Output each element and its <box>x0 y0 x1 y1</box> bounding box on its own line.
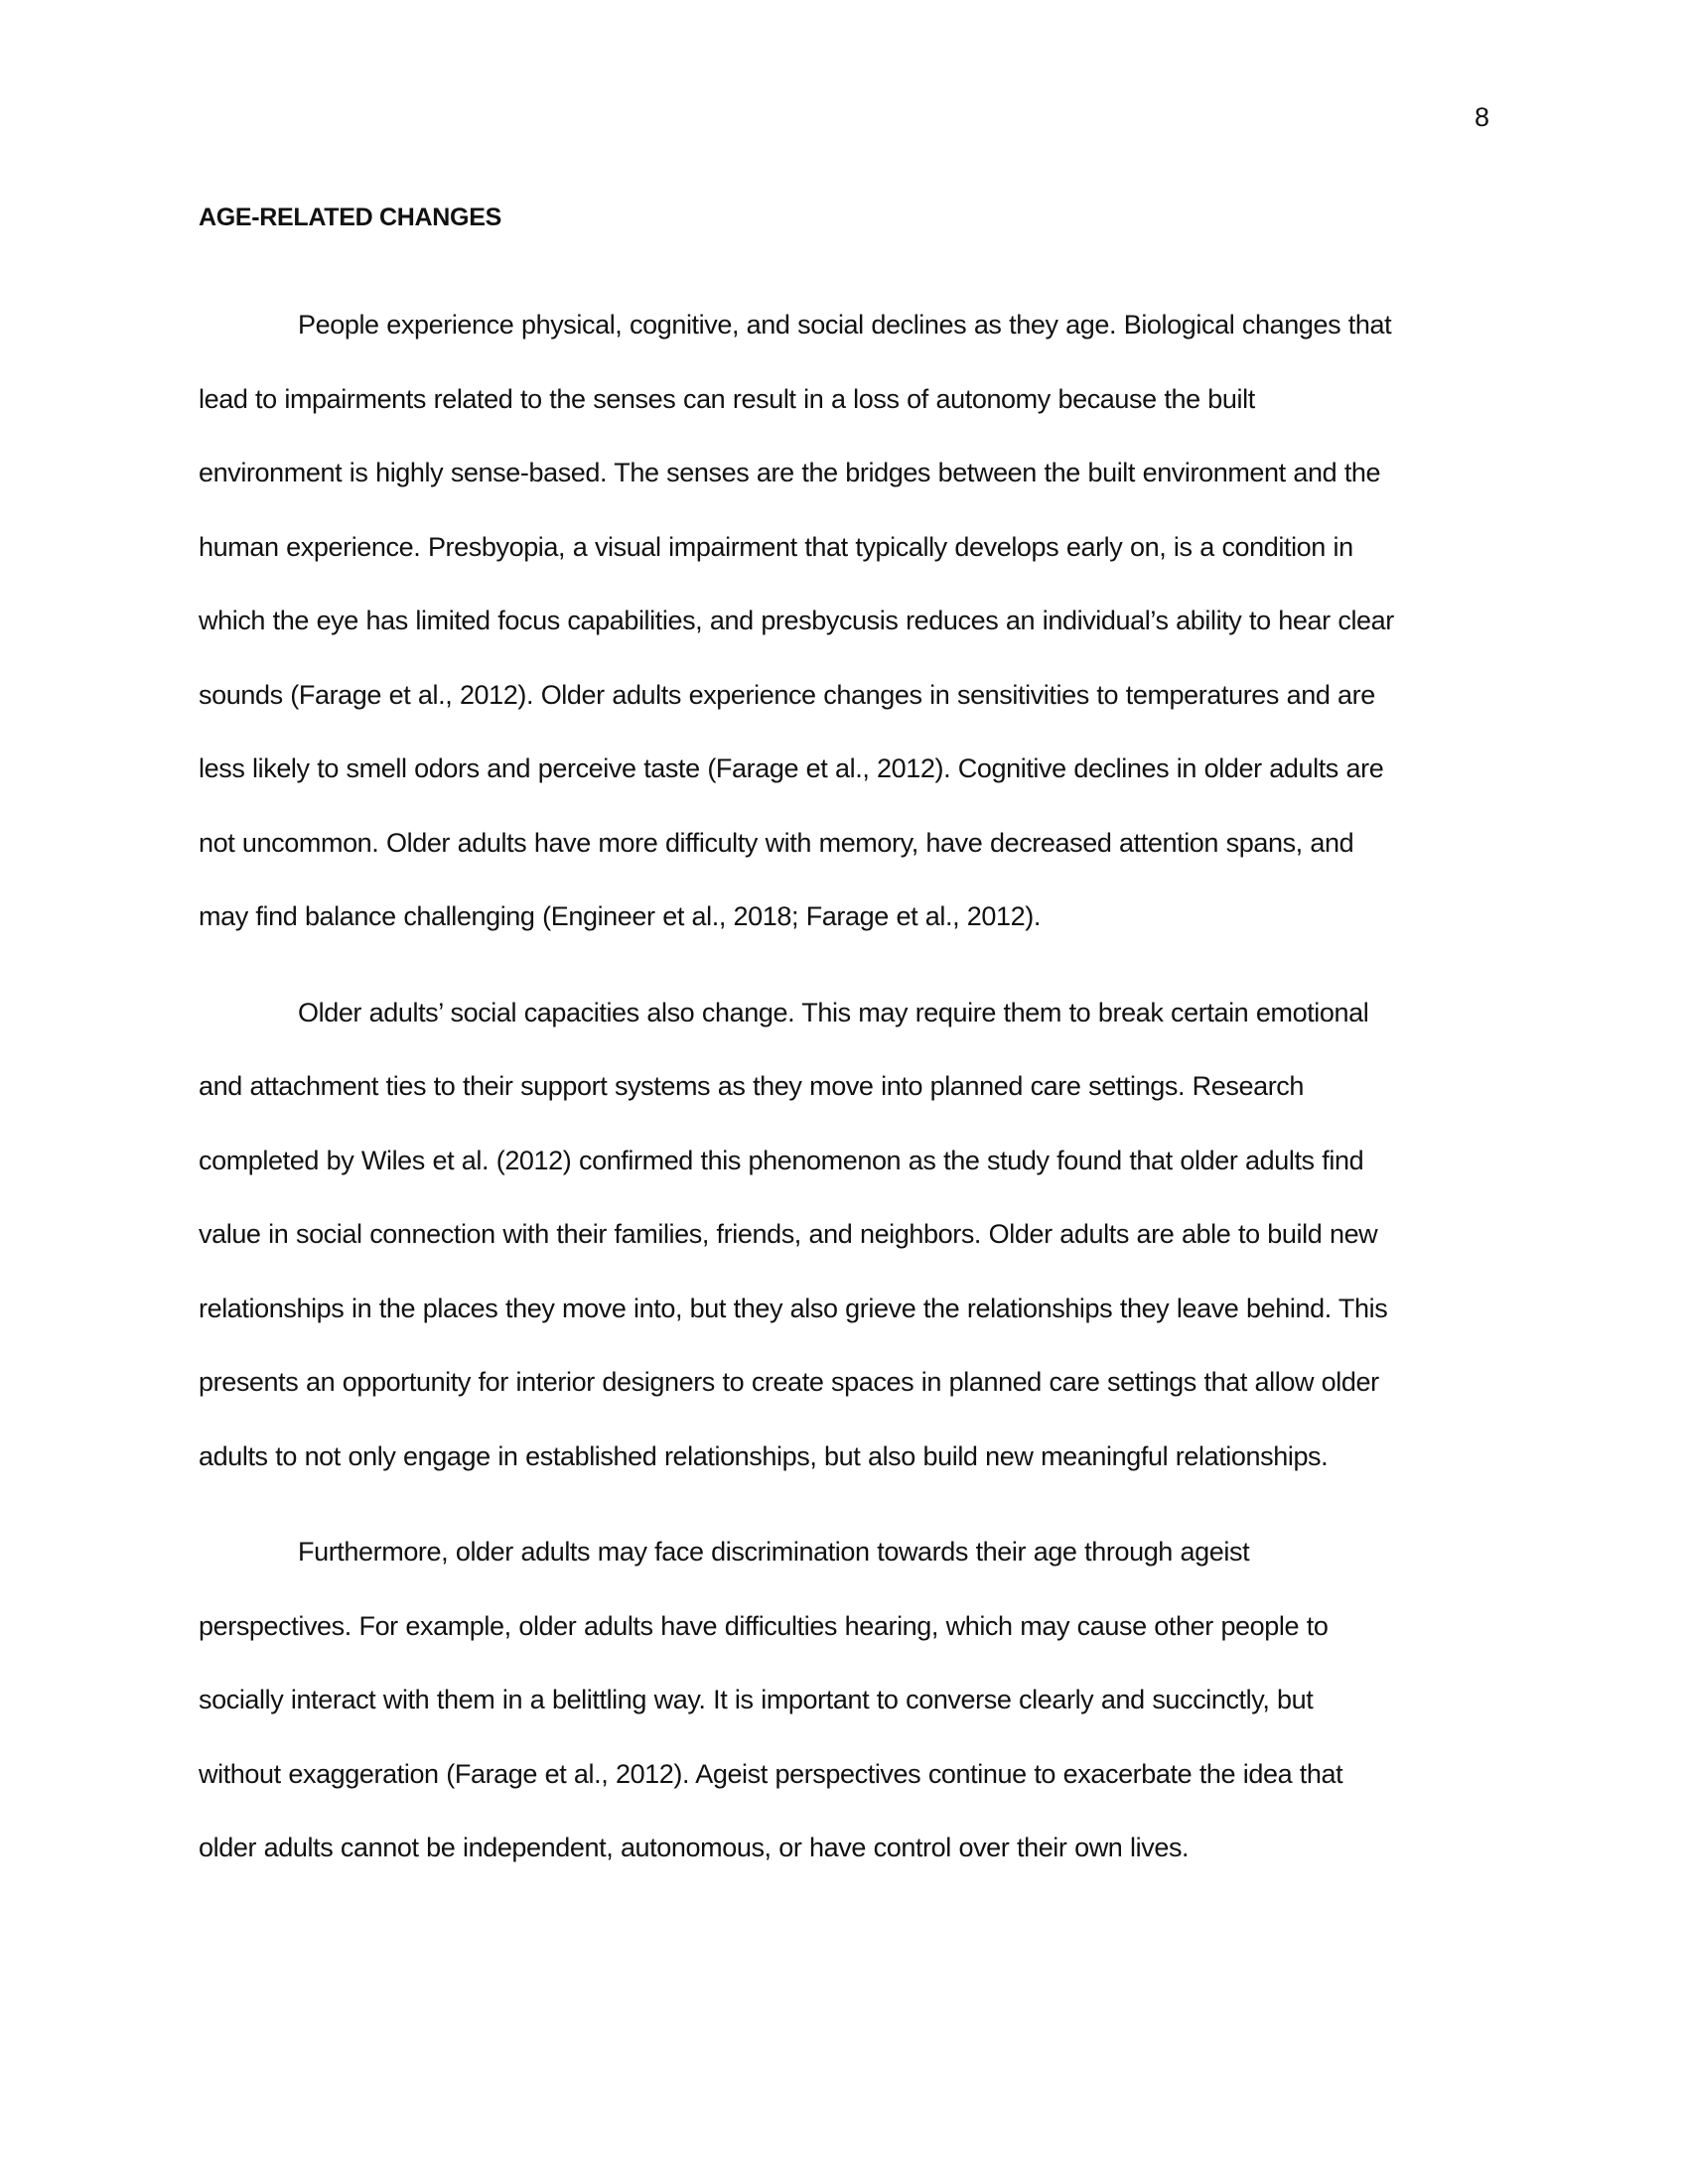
text-line: perspectives. For example, older adults have difficulties hearing, which may cause other people to <box>199 1610 1329 1641</box>
text-line: less likely to smell odors and perceive taste (Farage et al., 2012). Cognitive declines in older adults are <box>199 753 1384 783</box>
section-heading: AGE-RELATED CHANGES <box>199 204 501 231</box>
text-line: presents an opportunity for interior designers to create spaces in planned care settings that allow older <box>199 1367 1379 1397</box>
body-text <box>199 288 1489 1907</box>
page-number: 8 <box>1474 102 1489 132</box>
text-line: socially interact with them in a belittling way. It is important to converse clearly and succinctly, but <box>199 1685 1314 1714</box>
text-line: adults to not only engage in established relationships, but also build new meaningful relationships. <box>199 1440 1329 1471</box>
text-line: completed by Wiles et al. (2012) confirmed this phenomenon as the study found that older adults find <box>199 1145 1364 1175</box>
text-line: People experience physical, cognitive, and social declines as they age. Biological changes that <box>298 310 1392 340</box>
paragraph-2 <box>199 976 1489 1494</box>
text-line: relationships in the places they move into, but they also grieve the relationships they leave behind. This <box>199 1293 1388 1323</box>
text-line: sounds (Farage et al., 2012). Older adults experience changes in sensitivities to temperatures and are <box>199 679 1375 710</box>
paragraph-3 <box>199 1515 1489 1885</box>
text-line: without exaggeration (Farage et al., 2012). Ageist perspectives continue to exacerbate the idea that <box>199 1758 1343 1789</box>
paragraph-1 <box>199 288 1489 954</box>
text-line: lead to impairments related to the senses can result in a loss of autonomy because the built <box>199 383 1255 414</box>
text-line: environment is highly sense-based. The senses are the bridges between the built environment and the <box>199 458 1381 487</box>
text-line: which the eye has limited focus capabilities, and presbycusis reduces an individual’s ability to hear clear <box>199 606 1394 635</box>
text-line: value in social connection with their families, friends, and neighbors. Older adults are able to build new <box>199 1219 1378 1249</box>
text-line: Older adults’ social capacities also change. This may require them to break certain emotional <box>298 997 1369 1027</box>
text-line: not uncommon. Older adults have more difficulty with memory, have decreased attention spans, and <box>199 827 1354 858</box>
text-line: older adults cannot be independent, autonomous, or have control over their own lives. <box>199 1833 1190 1862</box>
text-line: and attachment ties to their support systems as they move into planned care settings. Research <box>199 1071 1304 1101</box>
text-line: may find balance challenging (Engineer et al., 2018; Farage et al., 2012). <box>199 901 1041 931</box>
text-line: human experience. Presbyopia, a visual impairment that typically develops early on, is a condition in <box>199 531 1353 562</box>
text-line: Furthermore, older adults may face discrimination towards their age through ageist <box>298 1537 1250 1567</box>
